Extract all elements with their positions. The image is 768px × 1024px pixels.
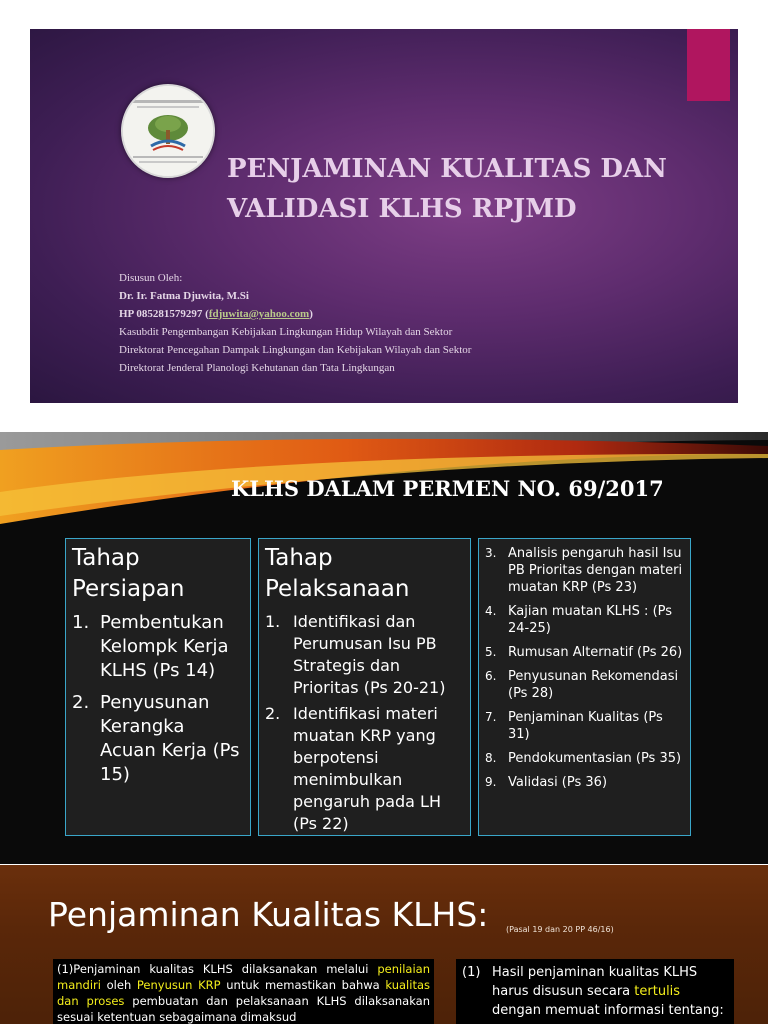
implementation-stage-box — [258, 538, 471, 836]
implementation-continued-box — [478, 538, 691, 836]
highlight-text: kualitas dan proses — [57, 978, 430, 1008]
ministry-logo-icon — [121, 84, 215, 178]
list-item — [485, 644, 684, 661]
prepared-by-label: Disusun Oleh: — [119, 272, 183, 284]
item-number: 3. — [485, 546, 497, 560]
text-run: dengan memuat informasi tentang: — [492, 1003, 724, 1018]
item-number: 1. — [265, 612, 281, 631]
item-text: Penjaminan Kualitas (Ps 31) — [508, 710, 663, 742]
accent-tab — [687, 29, 730, 101]
directorate-line: Direktorat Pencegahan Dampak Lingkungan dan Kebijakan Wilayah dan Sektor — [119, 344, 472, 356]
item-text: Analisis pengaruh hasil Isu PB Prioritas dengan materi muatan KRP (Ps 23) — [508, 546, 683, 595]
slide-quality-assurance — [0, 865, 768, 1024]
item-number: 2. — [265, 704, 281, 723]
preparation-list — [72, 611, 244, 787]
list-item — [485, 603, 684, 637]
continued-list — [485, 545, 684, 791]
item-text: Validasi (Ps 36) — [508, 775, 608, 790]
box-heading: Tahap Persiapan — [72, 545, 185, 602]
item-number: 7. — [485, 710, 497, 724]
title-line-2: VALIDASI KLHS RPJMD — [227, 194, 577, 224]
position-line: Kasubdit Pengembangan Kebijakan Lingkungan Hidup Wilayah dan Sektor — [119, 326, 453, 338]
text-run: Hasil penjaminan kualitas KLHS harus disusun secara — [492, 965, 698, 999]
item-number: (1) — [462, 965, 481, 980]
box-heading: Tahap Pelaksanaan — [265, 545, 410, 602]
highlight-text: tertulis — [634, 984, 681, 999]
list-item — [485, 774, 684, 791]
regulation-reference: (Pasal 19 dan 20 PP 46/16) — [506, 925, 614, 934]
item-number: 1. — [72, 612, 90, 633]
list-item — [485, 668, 684, 702]
text-run: oleh — [100, 978, 137, 992]
item-text: Pendokumentasian (Ps 35) — [508, 751, 682, 766]
slide-heading: Penjaminan Kualitas KLHS: — [48, 895, 489, 934]
list-item — [485, 709, 684, 743]
list-item — [485, 750, 684, 767]
logo-graphic — [123, 86, 213, 176]
numbered-row — [462, 963, 728, 1020]
highlight-text: penilaian mandiri — [57, 962, 430, 992]
item-text: Penyusunan Rekomendasi (Ps 28) — [508, 669, 679, 701]
title-line-1: PENJAMINAN KUALITAS DAN — [227, 154, 667, 184]
author-info — [119, 269, 679, 377]
implementation-list — [265, 611, 464, 835]
phone-suffix: ) — [309, 308, 313, 320]
text-run: (1)Penjaminan kualitas KLHS dilaksanakan melalui — [57, 962, 378, 976]
directorate-general-line: Direktorat Jenderal Planologi Kehutanan dan Tata Lingkungan — [119, 362, 395, 374]
item-text: Identifikasi dan Perumusan Isu PB Strategis dan Prioritas (Ps 20-21) — [293, 612, 446, 697]
item-number: 6. — [485, 669, 497, 683]
slide-klhs-permen — [0, 432, 768, 864]
author-name: Dr. Ir. Fatma Djuwita, M.Si — [119, 290, 249, 302]
text-run: untuk memastikan bahwa — [220, 978, 386, 992]
item-number: 4. — [485, 604, 497, 618]
text-run: pembuatan dan pelaksanaan KLHS dilaksanakan sesuai ketentuan sebagaimana dimaksud — [57, 994, 430, 1024]
item-number: 2. — [72, 692, 90, 713]
list-item — [265, 703, 464, 835]
email-link[interactable]: fdjuwita@yahoo.com — [208, 308, 310, 320]
list-item — [72, 691, 244, 787]
contact-line — [119, 305, 679, 323]
list-item — [485, 545, 684, 596]
item-text: Rumusan Alternatif (Ps 26) — [508, 645, 683, 660]
highlight-text: Penyusun KRP — [136, 978, 221, 992]
item-number: 5. — [485, 645, 497, 659]
item-text: Identifikasi materi muatan KRP yang berpotensi menimbulkan pengaruh pada LH (Ps 22) — [293, 704, 441, 833]
list-item — [265, 611, 464, 699]
list-item — [72, 611, 244, 683]
item-number: 9. — [485, 775, 497, 789]
slide-title — [30, 29, 738, 403]
item-text: Kajian muatan KLHS : (Ps 24-25) — [508, 604, 673, 636]
preparation-stage-box — [65, 538, 251, 836]
phone-text: HP 085281579297 ( — [119, 308, 209, 320]
item-number: 8. — [485, 751, 497, 765]
slide-heading: KLHS DALAM PERMEN NO. 69/2017 — [231, 476, 664, 501]
presentation-title — [227, 149, 738, 229]
quality-assurance-paragraph — [53, 959, 434, 1024]
item-text: Penyusunan Kerangka Acuan Kerja (Ps 15) — [100, 692, 240, 785]
item-text: Pembentukan Kelompk Kerja KLHS (Ps 14) — [100, 612, 229, 681]
quality-result-paragraph — [456, 959, 734, 1024]
